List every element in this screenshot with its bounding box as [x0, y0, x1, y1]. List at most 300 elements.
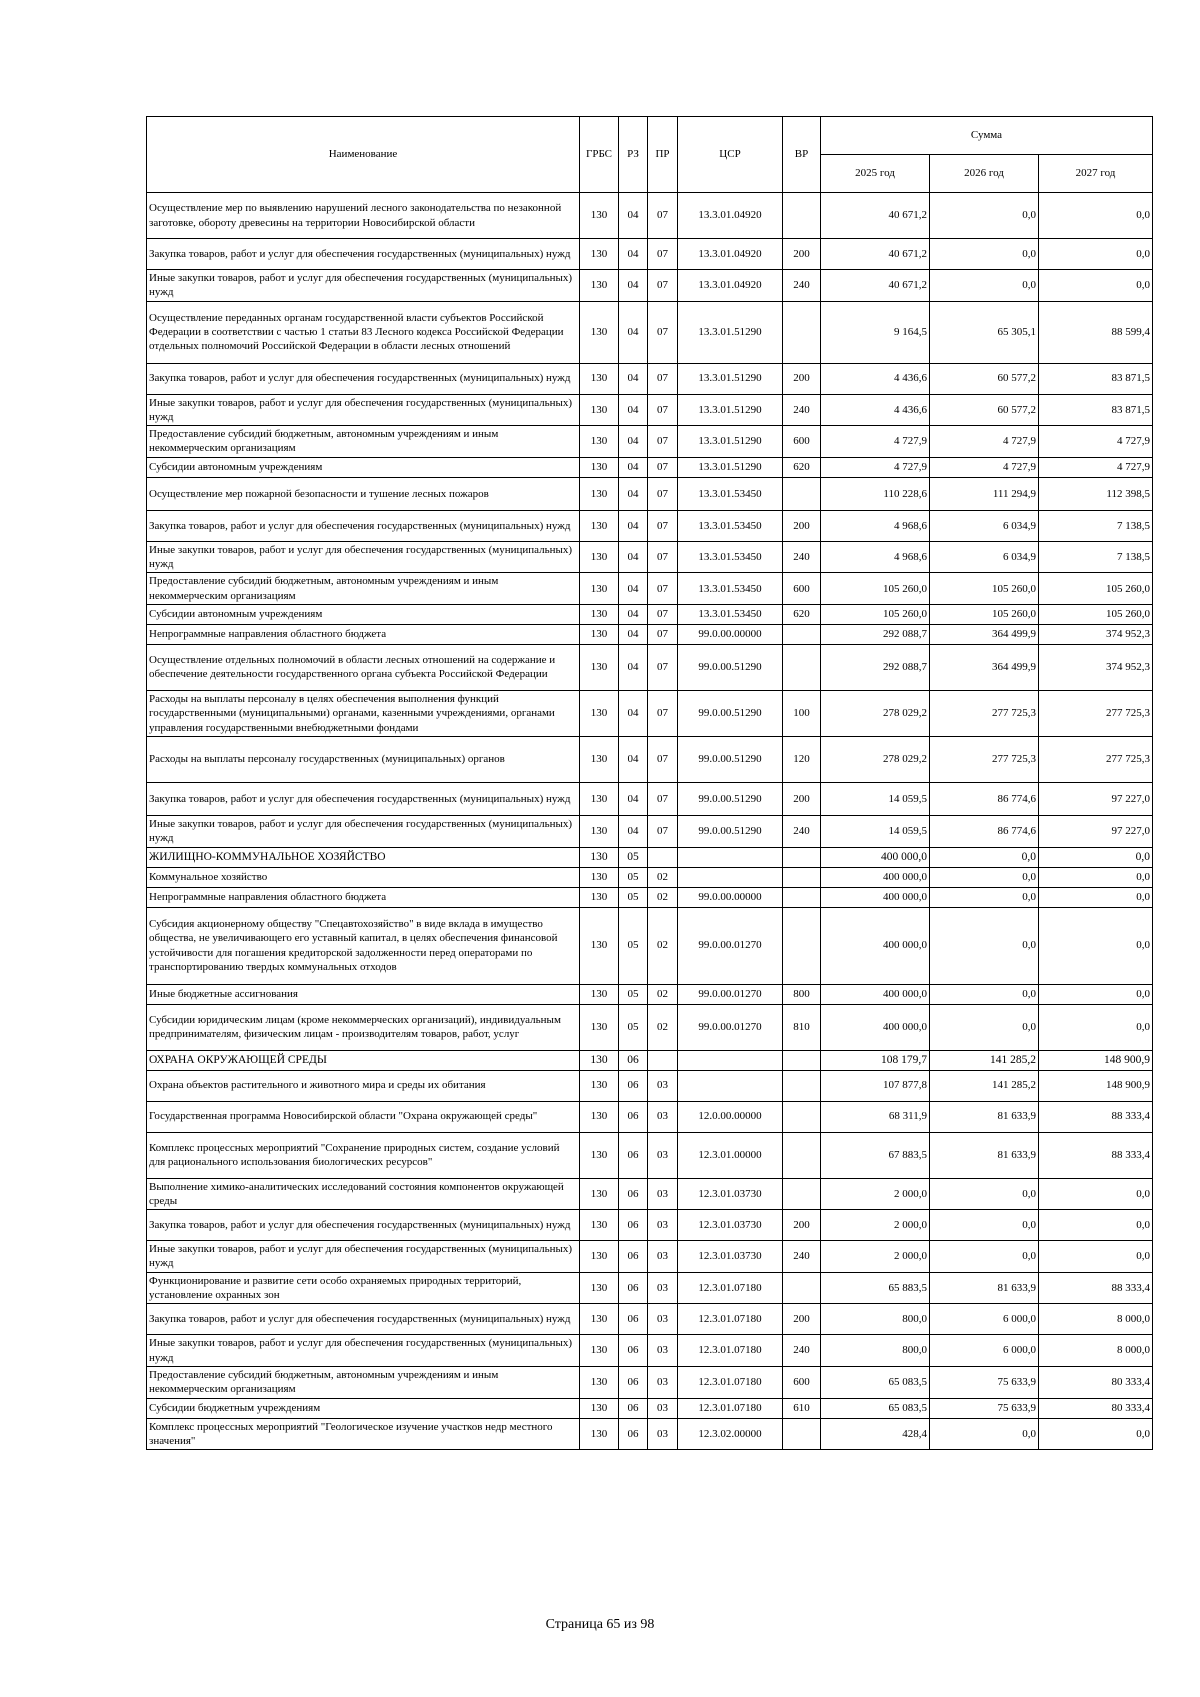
- row-sum-2026: 0,0: [930, 193, 1039, 239]
- table-row: [147, 644, 1153, 690]
- header-rz: РЗ: [619, 117, 648, 193]
- row-sum-2027: 148 900,9: [1039, 1050, 1153, 1070]
- row-vr: 240: [783, 815, 821, 847]
- row-sum-2026: 0,0: [930, 1004, 1039, 1050]
- row-sum-2025: 400 000,0: [821, 1004, 930, 1050]
- row-csr: [678, 847, 783, 867]
- row-name: Закупка товаров, работ и услуг для обеспечения государственных (муниципальных) нужд: [147, 1210, 580, 1241]
- row-name: Выполнение химико-аналитических исследований состояния компонентов окружающей среды: [147, 1178, 580, 1210]
- row-sum-2026: 6 034,9: [930, 541, 1039, 573]
- row-csr: 12.3.02.00000: [678, 1418, 783, 1450]
- row-sum-2026: 0,0: [930, 847, 1039, 867]
- row-sum-2027: 0,0: [1039, 847, 1153, 867]
- row-rz: 04: [619, 736, 648, 782]
- row-sum-2026: 0,0: [930, 984, 1039, 1004]
- row-csr: 99.0.00.01270: [678, 907, 783, 984]
- row-pr: 07: [648, 736, 678, 782]
- row-sum-2027: 277 725,3: [1039, 690, 1153, 736]
- table-header: [147, 117, 1153, 193]
- row-csr: 13.3.01.51290: [678, 457, 783, 477]
- row-sum-2027: 7 138,5: [1039, 541, 1153, 573]
- row-grbs: 130: [580, 690, 619, 736]
- table-row: [147, 193, 1153, 239]
- row-name: Непрограммные направления областного бюджета: [147, 624, 580, 644]
- row-csr: 13.3.01.53450: [678, 541, 783, 573]
- row-grbs: 130: [580, 1070, 619, 1101]
- row-rz: 06: [619, 1398, 648, 1418]
- row-sum-2026: 0,0: [930, 239, 1039, 270]
- row-vr: 600: [783, 573, 821, 605]
- row-csr: 12.3.01.07180: [678, 1335, 783, 1367]
- row-name: Иные бюджетные ассигнования: [147, 984, 580, 1004]
- row-csr: 99.0.00.01270: [678, 984, 783, 1004]
- row-vr: [783, 1272, 821, 1304]
- row-pr: 07: [648, 782, 678, 815]
- row-sum-2025: 400 000,0: [821, 847, 930, 867]
- row-pr: 03: [648, 1418, 678, 1450]
- row-rz: 05: [619, 984, 648, 1004]
- row-pr: 03: [648, 1070, 678, 1101]
- row-pr: 07: [648, 193, 678, 239]
- row-grbs: 130: [580, 457, 619, 477]
- table-row: [147, 426, 1153, 458]
- header-grbs: ГРБС: [580, 117, 619, 193]
- row-csr: 12.3.01.07180: [678, 1398, 783, 1418]
- row-name: Коммунальное хозяйство: [147, 867, 580, 887]
- row-name: Закупка товаров, работ и услуг для обеспечения государственных (муниципальных) нужд: [147, 1304, 580, 1335]
- table-row: [147, 867, 1153, 887]
- row-rz: 04: [619, 573, 648, 605]
- row-name: Расходы на выплаты персоналу государственных (муниципальных) органов: [147, 736, 580, 782]
- row-name: Комплекс процессных мероприятий "Сохранение природных систем, создание условий для рационального использования биологических ресурсов": [147, 1132, 580, 1178]
- row-sum-2025: 14 059,5: [821, 782, 930, 815]
- row-sum-2025: 292 088,7: [821, 624, 930, 644]
- row-csr: [678, 867, 783, 887]
- row-vr: [783, 1101, 821, 1132]
- row-vr: [783, 1050, 821, 1070]
- row-vr: [783, 887, 821, 907]
- budget-table: [146, 116, 1153, 1450]
- table-row: [147, 1366, 1153, 1398]
- row-grbs: 130: [580, 270, 619, 302]
- row-sum-2026: 0,0: [930, 1210, 1039, 1241]
- row-name: Осуществление мер по выявлению нарушений лесного законодательства по незаконной заготовке, обороту древесины на территории Новосибирской области: [147, 193, 580, 239]
- row-sum-2027: 88 599,4: [1039, 301, 1153, 363]
- row-sum-2026: 0,0: [930, 887, 1039, 907]
- row-pr: 02: [648, 984, 678, 1004]
- table-row: [147, 301, 1153, 363]
- row-sum-2025: 4 968,6: [821, 541, 930, 573]
- row-vr: 810: [783, 1004, 821, 1050]
- row-name: Закупка товаров, работ и услуг для обеспечения государственных (муниципальных) нужд: [147, 363, 580, 394]
- row-csr: 99.0.00.00000: [678, 887, 783, 907]
- row-pr: [648, 1050, 678, 1070]
- table-row: [147, 736, 1153, 782]
- row-pr: 02: [648, 907, 678, 984]
- row-csr: 13.3.01.53450: [678, 510, 783, 541]
- row-vr: [783, 644, 821, 690]
- row-pr: 03: [648, 1398, 678, 1418]
- row-sum-2026: 65 305,1: [930, 301, 1039, 363]
- row-grbs: 130: [580, 624, 619, 644]
- table-row: [147, 1304, 1153, 1335]
- table-row: [147, 1241, 1153, 1273]
- row-vr: [783, 1132, 821, 1178]
- row-rz: 06: [619, 1418, 648, 1450]
- row-csr: 99.0.00.51290: [678, 690, 783, 736]
- row-sum-2027: 0,0: [1039, 984, 1153, 1004]
- row-csr: 12.3.01.03730: [678, 1210, 783, 1241]
- row-sum-2026: 81 633,9: [930, 1272, 1039, 1304]
- row-grbs: 130: [580, 394, 619, 426]
- row-vr: [783, 193, 821, 239]
- row-grbs: 130: [580, 1335, 619, 1367]
- row-pr: 03: [648, 1101, 678, 1132]
- row-sum-2027: 105 260,0: [1039, 604, 1153, 624]
- row-name: Комплекс процессных мероприятий "Геологическое изучение участков недр местного значения": [147, 1418, 580, 1450]
- row-sum-2027: 0,0: [1039, 867, 1153, 887]
- table-row: [147, 1418, 1153, 1450]
- row-sum-2025: 278 029,2: [821, 736, 930, 782]
- row-vr: [783, 301, 821, 363]
- row-grbs: 130: [580, 1132, 619, 1178]
- row-grbs: 130: [580, 426, 619, 458]
- row-grbs: 130: [580, 301, 619, 363]
- row-vr: 100: [783, 690, 821, 736]
- header-sum: Сумма: [821, 117, 1153, 155]
- table-row: [147, 239, 1153, 270]
- row-sum-2026: 105 260,0: [930, 573, 1039, 605]
- row-vr: 600: [783, 426, 821, 458]
- row-sum-2025: 400 000,0: [821, 907, 930, 984]
- row-sum-2027: 88 333,4: [1039, 1272, 1153, 1304]
- row-sum-2026: 75 633,9: [930, 1398, 1039, 1418]
- row-name: Иные закупки товаров, работ и услуг для обеспечения государственных (муниципальных) нужд: [147, 1241, 580, 1273]
- row-name: Иные закупки товаров, работ и услуг для обеспечения государственных (муниципальных) нужд: [147, 394, 580, 426]
- row-rz: 06: [619, 1272, 648, 1304]
- row-name: Государственная программа Новосибирской области "Охрана окружающей среды": [147, 1101, 580, 1132]
- header-vr: ВР: [783, 117, 821, 193]
- table-row: [147, 1004, 1153, 1050]
- row-csr: 13.3.01.04920: [678, 193, 783, 239]
- row-csr: 12.0.00.00000: [678, 1101, 783, 1132]
- row-name: Субсидии юридическим лицам (кроме некоммерческих организаций), индивидуальным предпринимателям, физическим лицам - производителям товаров, работ, услуг: [147, 1004, 580, 1050]
- row-rz: 04: [619, 363, 648, 394]
- row-sum-2026: 6 034,9: [930, 510, 1039, 541]
- row-rz: 06: [619, 1178, 648, 1210]
- row-sum-2027: 0,0: [1039, 1004, 1153, 1050]
- row-name: Закупка товаров, работ и услуг для обеспечения государственных (муниципальных) нужд: [147, 239, 580, 270]
- row-grbs: 130: [580, 573, 619, 605]
- table-row: [147, 815, 1153, 847]
- row-sum-2026: 277 725,3: [930, 736, 1039, 782]
- row-sum-2027: 4 727,9: [1039, 426, 1153, 458]
- row-vr: 200: [783, 782, 821, 815]
- row-sum-2026: 6 000,0: [930, 1304, 1039, 1335]
- row-csr: [678, 1070, 783, 1101]
- row-rz: 06: [619, 1335, 648, 1367]
- row-rz: 04: [619, 624, 648, 644]
- row-pr: 07: [648, 604, 678, 624]
- row-sum-2026: 60 577,2: [930, 394, 1039, 426]
- table-row: [147, 541, 1153, 573]
- row-vr: 240: [783, 394, 821, 426]
- row-sum-2026: 141 285,2: [930, 1070, 1039, 1101]
- row-sum-2026: 75 633,9: [930, 1366, 1039, 1398]
- row-vr: 200: [783, 1304, 821, 1335]
- row-sum-2025: 105 260,0: [821, 604, 930, 624]
- row-csr: 12.3.01.00000: [678, 1132, 783, 1178]
- row-csr: 99.0.00.00000: [678, 624, 783, 644]
- row-grbs: 130: [580, 887, 619, 907]
- row-pr: [648, 847, 678, 867]
- row-grbs: 130: [580, 782, 619, 815]
- header-2027: 2027 год: [1039, 155, 1153, 193]
- row-rz: 06: [619, 1366, 648, 1398]
- row-rz: 04: [619, 426, 648, 458]
- row-sum-2025: 2 000,0: [821, 1241, 930, 1273]
- row-grbs: 130: [580, 1398, 619, 1418]
- row-sum-2026: 0,0: [930, 1178, 1039, 1210]
- row-sum-2026: 6 000,0: [930, 1335, 1039, 1367]
- row-sum-2025: 110 228,6: [821, 477, 930, 510]
- table-row: [147, 690, 1153, 736]
- table-row: [147, 1178, 1153, 1210]
- row-grbs: 130: [580, 1366, 619, 1398]
- row-csr: 13.3.01.53450: [678, 477, 783, 510]
- row-sum-2025: 40 671,2: [821, 193, 930, 239]
- row-sum-2025: 65 083,5: [821, 1398, 930, 1418]
- row-name: Предоставление субсидий бюджетным, автономным учреждениям и иным некоммерческим организациям: [147, 426, 580, 458]
- row-sum-2025: 400 000,0: [821, 867, 930, 887]
- row-sum-2025: 2 000,0: [821, 1210, 930, 1241]
- row-csr: 13.3.01.53450: [678, 604, 783, 624]
- row-sum-2027: 4 727,9: [1039, 457, 1153, 477]
- header-pr: ПР: [648, 117, 678, 193]
- row-csr: 13.3.01.04920: [678, 239, 783, 270]
- row-name: Функционирование и развитие сети особо охраняемых природных территорий, установление охранных зон: [147, 1272, 580, 1304]
- row-pr: 07: [648, 301, 678, 363]
- row-sum-2027: 97 227,0: [1039, 782, 1153, 815]
- row-grbs: 130: [580, 1178, 619, 1210]
- row-grbs: 130: [580, 239, 619, 270]
- row-sum-2027: 0,0: [1039, 193, 1153, 239]
- row-sum-2026: 81 633,9: [930, 1101, 1039, 1132]
- row-grbs: 130: [580, 604, 619, 624]
- row-rz: 04: [619, 644, 648, 690]
- row-sum-2025: 4 727,9: [821, 457, 930, 477]
- header-csr: ЦСР: [678, 117, 783, 193]
- row-rz: 04: [619, 457, 648, 477]
- table-row: [147, 1335, 1153, 1367]
- row-vr: 620: [783, 604, 821, 624]
- row-vr: 600: [783, 1366, 821, 1398]
- row-sum-2027: 0,0: [1039, 1210, 1153, 1241]
- row-sum-2027: 277 725,3: [1039, 736, 1153, 782]
- row-rz: 05: [619, 1004, 648, 1050]
- row-pr: 07: [648, 624, 678, 644]
- row-name: Субсидии автономным учреждениям: [147, 604, 580, 624]
- row-sum-2025: 40 671,2: [821, 239, 930, 270]
- row-sum-2025: 800,0: [821, 1304, 930, 1335]
- row-sum-2027: 83 871,5: [1039, 394, 1153, 426]
- row-rz: 04: [619, 541, 648, 573]
- row-sum-2025: 65 883,5: [821, 1272, 930, 1304]
- row-rz: 06: [619, 1050, 648, 1070]
- row-csr: 13.3.01.51290: [678, 426, 783, 458]
- row-rz: 05: [619, 867, 648, 887]
- row-sum-2027: 0,0: [1039, 1241, 1153, 1273]
- row-name: Закупка товаров, работ и услуг для обеспечения государственных (муниципальных) нужд: [147, 510, 580, 541]
- row-name: Предоставление субсидий бюджетным, автономным учреждениям и иным некоммерческим организациям: [147, 573, 580, 605]
- row-vr: 240: [783, 1241, 821, 1273]
- table-row: [147, 1070, 1153, 1101]
- row-sum-2026: 277 725,3: [930, 690, 1039, 736]
- row-name: Иные закупки товаров, работ и услуг для обеспечения государственных (муниципальных) нужд: [147, 815, 580, 847]
- row-vr: 200: [783, 239, 821, 270]
- row-sum-2025: 14 059,5: [821, 815, 930, 847]
- table-row: [147, 1272, 1153, 1304]
- row-vr: 620: [783, 457, 821, 477]
- row-grbs: 130: [580, 193, 619, 239]
- row-sum-2027: 80 333,4: [1039, 1398, 1153, 1418]
- row-sum-2026: 364 499,9: [930, 644, 1039, 690]
- row-vr: 120: [783, 736, 821, 782]
- row-sum-2026: 364 499,9: [930, 624, 1039, 644]
- row-pr: 07: [648, 426, 678, 458]
- row-name: Иные закупки товаров, работ и услуг для обеспечения государственных (муниципальных) нужд: [147, 541, 580, 573]
- table-row: [147, 1132, 1153, 1178]
- row-sum-2026: 111 294,9: [930, 477, 1039, 510]
- row-sum-2025: 278 029,2: [821, 690, 930, 736]
- row-rz: 04: [619, 394, 648, 426]
- row-vr: [783, 624, 821, 644]
- row-sum-2026: 0,0: [930, 867, 1039, 887]
- row-csr: 12.3.01.07180: [678, 1272, 783, 1304]
- row-sum-2025: 4 727,9: [821, 426, 930, 458]
- row-sum-2025: 107 877,8: [821, 1070, 930, 1101]
- row-vr: 200: [783, 363, 821, 394]
- row-pr: 07: [648, 644, 678, 690]
- row-vr: [783, 907, 821, 984]
- table-row: [147, 1210, 1153, 1241]
- row-rz: 06: [619, 1241, 648, 1273]
- row-csr: 99.0.00.01270: [678, 1004, 783, 1050]
- row-sum-2025: 40 671,2: [821, 270, 930, 302]
- row-sum-2025: 108 179,7: [821, 1050, 930, 1070]
- row-name: Субсидии бюджетным учреждениям: [147, 1398, 580, 1418]
- row-sum-2026: 60 577,2: [930, 363, 1039, 394]
- row-rz: 04: [619, 477, 648, 510]
- row-pr: 07: [648, 394, 678, 426]
- row-sum-2025: 68 311,9: [821, 1101, 930, 1132]
- row-rz: 06: [619, 1101, 648, 1132]
- row-vr: 610: [783, 1398, 821, 1418]
- row-sum-2026: 0,0: [930, 907, 1039, 984]
- row-rz: 04: [619, 782, 648, 815]
- row-grbs: 130: [580, 1210, 619, 1241]
- table-row: [147, 887, 1153, 907]
- row-pr: 03: [648, 1210, 678, 1241]
- row-vr: [783, 477, 821, 510]
- row-sum-2025: 428,4: [821, 1418, 930, 1450]
- row-vr: 240: [783, 1335, 821, 1367]
- row-name: Расходы на выплаты персоналу в целях обеспечения выполнения функций государственными (муниципальными) органами, казенными учреждениями, органами управления государственными внебюджетными фондами: [147, 690, 580, 736]
- row-grbs: 130: [580, 1241, 619, 1273]
- row-pr: 07: [648, 510, 678, 541]
- row-csr: 13.3.01.51290: [678, 363, 783, 394]
- row-name: Осуществление мер пожарной безопасности и тушение лесных пожаров: [147, 477, 580, 510]
- row-pr: 03: [648, 1304, 678, 1335]
- row-sum-2027: 112 398,5: [1039, 477, 1153, 510]
- header-name: Наименование: [147, 117, 580, 193]
- table-row: [147, 477, 1153, 510]
- table-row: [147, 907, 1153, 984]
- row-rz: 06: [619, 1304, 648, 1335]
- row-pr: 03: [648, 1178, 678, 1210]
- row-pr: 02: [648, 1004, 678, 1050]
- row-csr: 13.3.01.53450: [678, 573, 783, 605]
- table-body: [147, 193, 1153, 1450]
- row-rz: 04: [619, 815, 648, 847]
- row-sum-2025: 105 260,0: [821, 573, 930, 605]
- row-pr: 03: [648, 1241, 678, 1273]
- row-sum-2027: 374 952,3: [1039, 624, 1153, 644]
- row-pr: 07: [648, 541, 678, 573]
- row-name: Предоставление субсидий бюджетным, автономным учреждениям и иным некоммерческим организациям: [147, 1366, 580, 1398]
- row-pr: 02: [648, 887, 678, 907]
- row-sum-2026: 141 285,2: [930, 1050, 1039, 1070]
- row-rz: 04: [619, 604, 648, 624]
- row-csr: 12.3.01.07180: [678, 1366, 783, 1398]
- row-sum-2026: 4 727,9: [930, 457, 1039, 477]
- row-csr: 99.0.00.51290: [678, 736, 783, 782]
- row-grbs: 130: [580, 736, 619, 782]
- row-grbs: 130: [580, 1004, 619, 1050]
- row-pr: 02: [648, 867, 678, 887]
- row-pr: 07: [648, 363, 678, 394]
- row-sum-2027: 0,0: [1039, 1178, 1153, 1210]
- row-vr: [783, 1418, 821, 1450]
- row-csr: 99.0.00.51290: [678, 815, 783, 847]
- row-sum-2026: 86 774,6: [930, 782, 1039, 815]
- row-csr: 12.3.01.03730: [678, 1178, 783, 1210]
- row-name: Осуществление переданных органам государственной власти субъектов Российской Федерации в соответствии с частью 1 статьи 83 Лесного кодекса Российской Федерации отдельных полномочий Российской Федерации в области лесных отношений: [147, 301, 580, 363]
- row-pr: 07: [648, 239, 678, 270]
- row-name: ЖИЛИЩНО-КОММУНАЛЬНОЕ ХОЗЯЙСТВО: [147, 847, 580, 867]
- table-row: [147, 394, 1153, 426]
- row-sum-2025: 4 436,6: [821, 394, 930, 426]
- row-vr: [783, 867, 821, 887]
- row-grbs: 130: [580, 510, 619, 541]
- row-grbs: 130: [580, 1050, 619, 1070]
- row-sum-2027: 97 227,0: [1039, 815, 1153, 847]
- header-2026: 2026 год: [930, 155, 1039, 193]
- row-sum-2027: 105 260,0: [1039, 573, 1153, 605]
- row-grbs: 130: [580, 847, 619, 867]
- row-grbs: 130: [580, 1418, 619, 1450]
- row-sum-2025: 400 000,0: [821, 887, 930, 907]
- row-pr: 03: [648, 1366, 678, 1398]
- row-sum-2027: 0,0: [1039, 907, 1153, 984]
- row-csr: 99.0.00.51290: [678, 782, 783, 815]
- row-csr: 99.0.00.51290: [678, 644, 783, 690]
- row-sum-2027: 80 333,4: [1039, 1366, 1153, 1398]
- row-name: Иные закупки товаров, работ и услуг для обеспечения государственных (муниципальных) нужд: [147, 1335, 580, 1367]
- row-sum-2027: 8 000,0: [1039, 1335, 1153, 1367]
- row-grbs: 130: [580, 363, 619, 394]
- row-rz: 04: [619, 690, 648, 736]
